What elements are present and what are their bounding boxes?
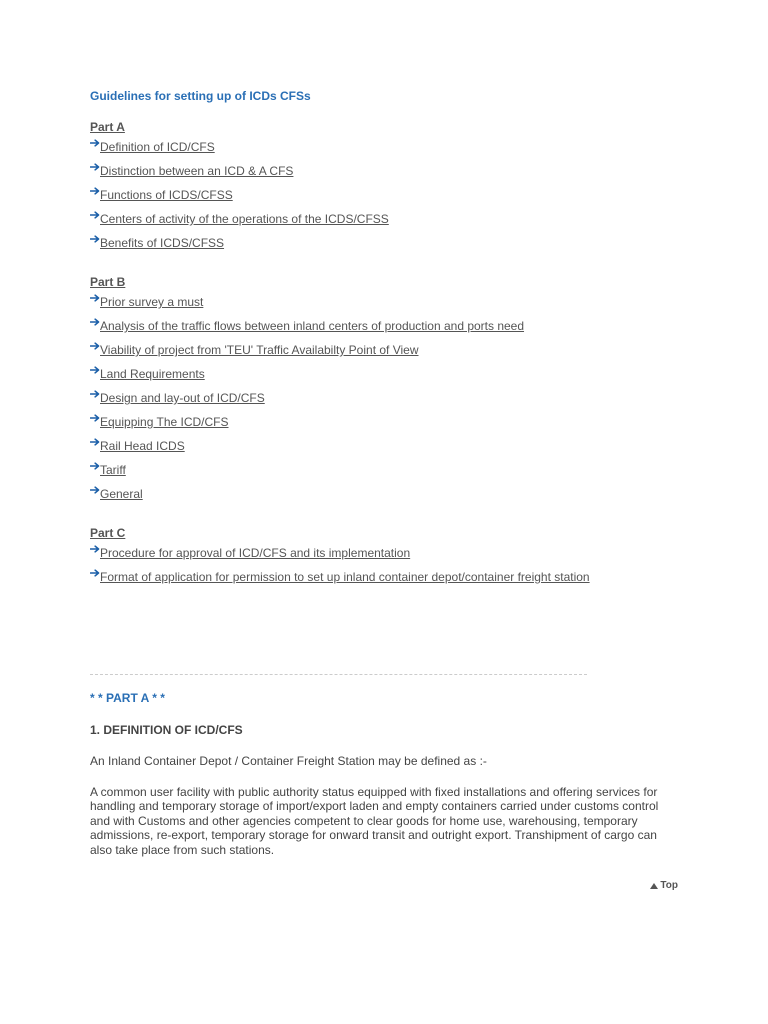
part-c-heading[interactable]: Part C [90, 526, 126, 540]
toc-link[interactable]: Viability of project from 'TEU' Traffic Availabilty Point of View [100, 343, 419, 357]
arrow-right-icon [90, 567, 100, 579]
part-a-list [90, 139, 690, 259]
toc-link[interactable]: Design and lay-out of ICD/CFS [100, 391, 265, 405]
arrow-right-icon [90, 292, 100, 304]
toc-item[interactable] [90, 139, 690, 163]
toc-item[interactable] [90, 294, 690, 318]
arrow-right-icon [90, 364, 100, 376]
part-a-section [90, 690, 680, 873]
toc-link[interactable]: Rail Head ICDS [100, 439, 185, 453]
arrow-right-icon [90, 340, 100, 352]
page-title: Guidelines for setting up of ICDs CFSs [90, 89, 311, 103]
toc-link[interactable]: Centers of activity of the operations of the ICDS/CFSS [100, 212, 389, 226]
top-link-label: Top [660, 880, 678, 891]
arrow-right-icon [90, 436, 100, 448]
toc-link[interactable]: Format of application for permission to set up inland container depot/container freight station [100, 570, 590, 584]
triangle-up-icon [650, 883, 658, 889]
part-a-block [90, 119, 690, 259]
arrow-right-icon [90, 460, 100, 472]
part-b-heading[interactable]: Part B [90, 275, 126, 289]
toc-link[interactable]: Prior survey a must [100, 295, 204, 309]
arrow-right-icon [90, 412, 100, 424]
section-label: * * PART A * * [90, 691, 165, 705]
toc-link[interactable]: Tariff [100, 463, 126, 477]
arrow-right-icon [90, 388, 100, 400]
toc-link[interactable]: Equipping The ICD/CFS [100, 415, 229, 429]
toc-link[interactable]: Analysis of the traffic flows between inland centers of production and ports need [100, 319, 525, 333]
section-title: 1. DEFINITION OF ICD/CFS [90, 723, 243, 737]
toc-link[interactable]: Distinction between an ICD & A CFS [100, 164, 294, 178]
arrow-right-icon [90, 484, 100, 496]
back-to-top-link[interactable] [650, 880, 678, 892]
arrow-right-icon [90, 137, 100, 149]
arrow-right-icon [90, 543, 100, 555]
definition-body: A common user facility with public authority status equipped with fixed installations and offering services for handling and temporary storage of import/export laden and empty containers carried under customs control and with Customs and other agencies competent to clear goods for home use, warehousing, temporary admissions, re-export, temporary storage for onward transit and outright export. Transhipment of cargo can also take place from such stations. [90, 784, 659, 857]
arrow-right-icon [90, 209, 100, 221]
toc-link[interactable]: Definition of ICD/CFS [100, 140, 215, 154]
arrow-right-icon [90, 185, 100, 197]
toc-item[interactable] [90, 187, 690, 211]
part-b-block [90, 274, 690, 510]
toc-container [90, 88, 690, 593]
toc-item[interactable] [90, 390, 690, 414]
toc-item[interactable] [90, 569, 690, 593]
toc-item[interactable] [90, 438, 690, 462]
toc-item[interactable] [90, 235, 690, 259]
part-c-block [90, 525, 690, 593]
toc-item[interactable] [90, 414, 690, 438]
section-divider [90, 674, 587, 675]
toc-link[interactable]: General [100, 487, 143, 501]
part-a-heading[interactable]: Part A [90, 120, 125, 134]
toc-item[interactable] [90, 342, 690, 366]
arrow-right-icon [90, 233, 100, 245]
toc-item[interactable] [90, 462, 690, 486]
part-c-list [90, 545, 690, 593]
toc-item[interactable] [90, 545, 690, 569]
toc-item[interactable] [90, 163, 690, 187]
arrow-right-icon [90, 161, 100, 173]
part-b-list [90, 294, 690, 510]
toc-item[interactable] [90, 486, 690, 510]
toc-link[interactable]: Procedure for approval of ICD/CFS and its implementation [100, 546, 411, 560]
toc-item[interactable] [90, 366, 690, 390]
definition-intro: An Inland Container Depot / Container Freight Station may be defined as :- [90, 754, 487, 768]
toc-link[interactable]: Benefits of ICDS/CFSS [100, 236, 225, 250]
toc-item[interactable] [90, 318, 690, 342]
toc-item[interactable] [90, 211, 690, 235]
arrow-right-icon [90, 316, 100, 328]
toc-link[interactable]: Land Requirements [100, 367, 205, 381]
toc-link[interactable]: Functions of ICDS/CFSS [100, 188, 233, 202]
